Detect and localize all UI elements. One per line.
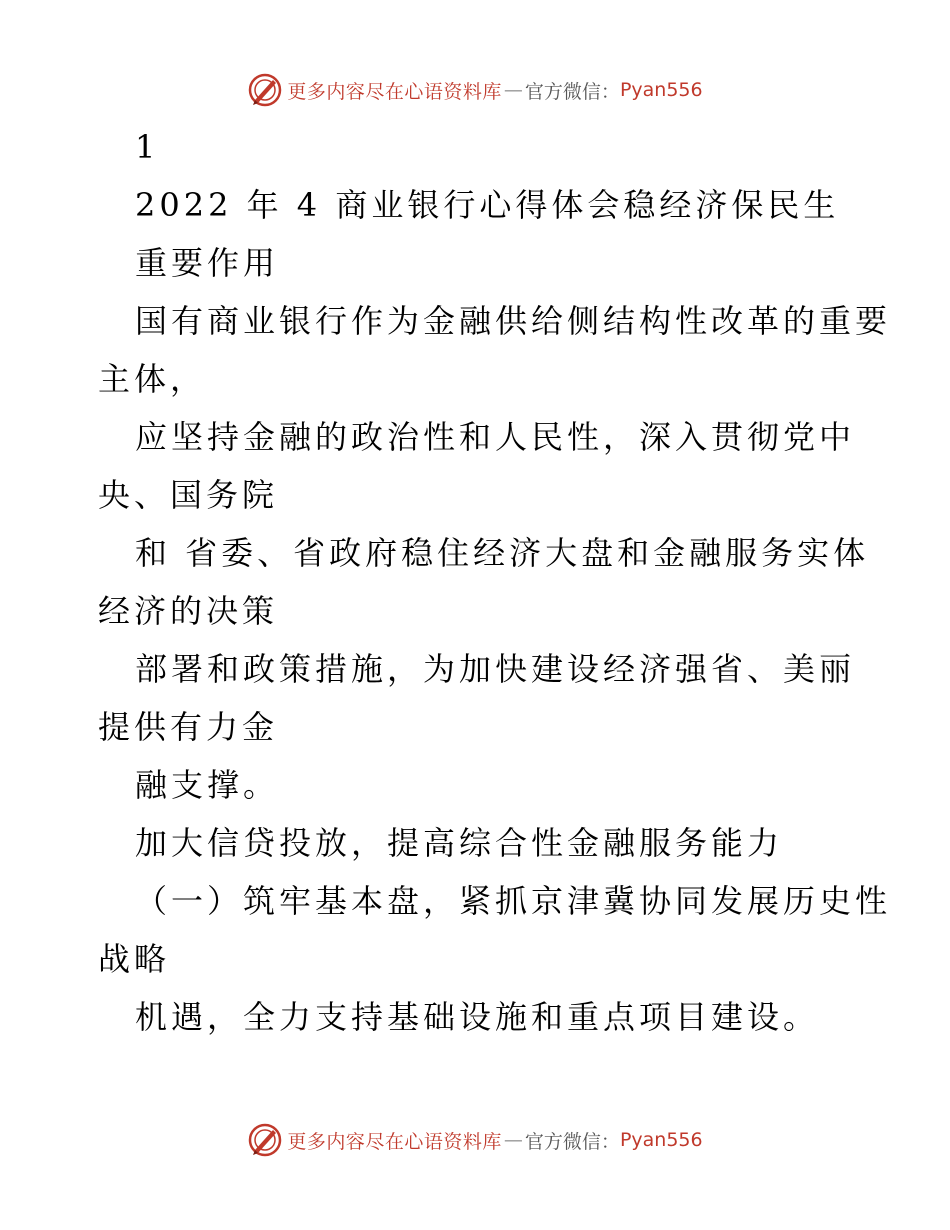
watermark-wechat-label: 官方微信：	[524, 1130, 620, 1153]
watermark-wechat-id: Pyan556	[619, 79, 703, 101]
pen-logo-icon	[247, 72, 283, 108]
body-text-line: 机遇，全力支持基础设施和重点项目建设。	[135, 998, 820, 1036]
header-watermark	[0, 70, 950, 110]
watermark-text: 更多内容尽在心语资料库	[287, 1130, 502, 1153]
section-heading: 加大信贷投放，提高综合性金融服务能力	[135, 824, 784, 862]
body-text-line: 国有商业银行作为金融供给侧结构性改革的重要	[135, 302, 892, 340]
body-text-line: （一）筑牢基本盘，紧抓京津冀协同发展历史性	[135, 882, 892, 920]
watermark-wechat-label: 官方微信：	[524, 80, 620, 103]
footer-watermark	[0, 1120, 950, 1160]
document-subtitle: 重要作用	[135, 244, 280, 282]
watermark-wechat-id: Pyan556	[619, 1129, 703, 1151]
body-text-line: 融支撑。	[135, 766, 280, 804]
body-text-line: 央、国务院	[98, 476, 279, 514]
pen-logo-icon	[247, 1122, 283, 1158]
document-title: 2022 年 4 商业银行心得体会稳经济保民生	[135, 186, 840, 224]
page-number: 1	[135, 128, 160, 166]
watermark-separator: —	[503, 79, 523, 101]
body-text-line: 部署和政策措施，为加快建设经济强省、美丽	[135, 650, 856, 688]
body-text-line: 和 省委、省政府稳住经济大盘和金融服务实体	[135, 534, 870, 572]
watermark-text: 更多内容尽在心语资料库	[287, 80, 502, 103]
document-body	[98, 118, 892, 1046]
body-text-line: 应坚持金融的政治性和人民性，深入贯彻党中	[135, 418, 856, 456]
body-text-line: 主体，	[98, 360, 207, 398]
body-text-line: 提供有力金	[98, 708, 279, 746]
watermark-separator: —	[503, 1129, 523, 1151]
body-text-line: 经济的决策	[98, 592, 279, 630]
body-text-line: 战略	[98, 940, 171, 978]
